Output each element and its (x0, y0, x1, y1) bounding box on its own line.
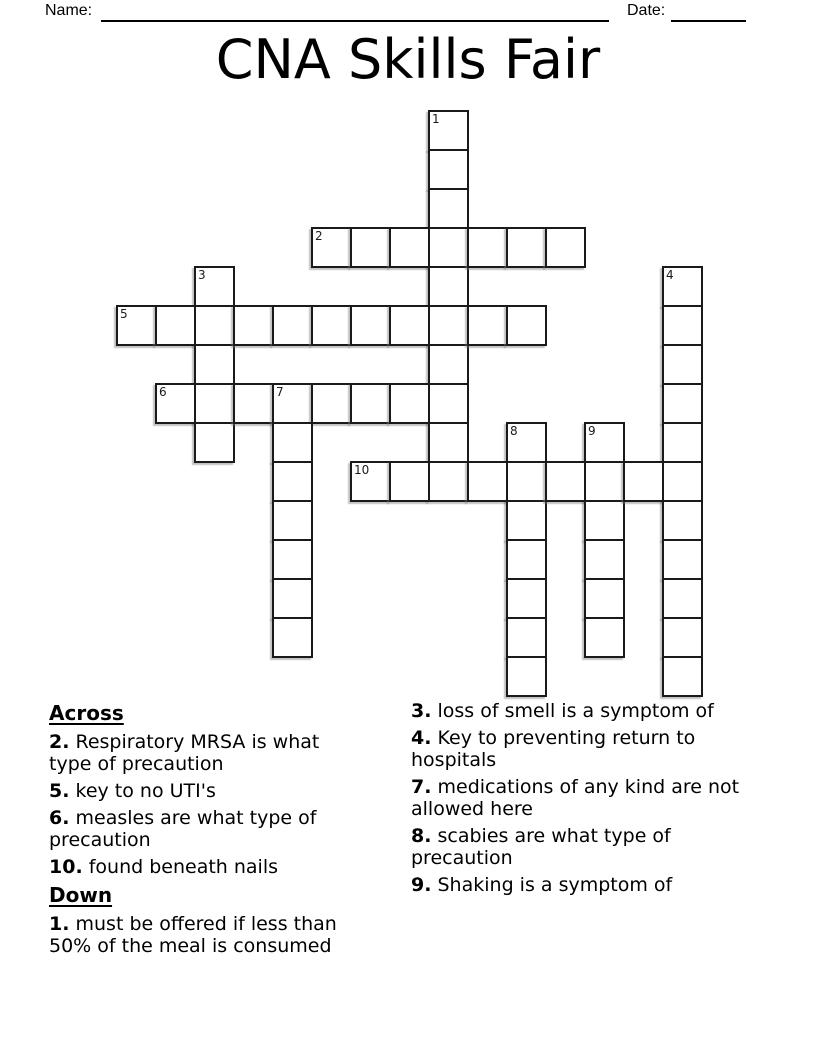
grid-cell[interactable] (506, 461, 547, 502)
grid-cell[interactable] (506, 617, 547, 658)
clue-text: measles are what type of precaution (49, 807, 317, 851)
grid-cell[interactable] (506, 305, 547, 346)
grid-cell[interactable] (194, 344, 235, 385)
clue (411, 700, 745, 722)
clue-number: 1. (49, 913, 70, 935)
grid-cell[interactable] (194, 266, 235, 307)
grid-cell[interactable] (428, 422, 469, 463)
clue (49, 731, 365, 775)
name-label: Name: (45, 2, 93, 19)
grid-cell[interactable] (350, 383, 391, 424)
clue-text: loss of smell is a symptom of (437, 700, 714, 722)
clue-number: 10. (49, 856, 83, 878)
clue (411, 874, 745, 896)
date-label: Date: (627, 2, 666, 19)
clue (49, 780, 365, 802)
grid-cell[interactable] (194, 305, 235, 346)
grid-cell[interactable] (428, 110, 469, 151)
cell-number: 8 (510, 424, 518, 438)
grid-cell[interactable] (233, 305, 274, 346)
grid-cell[interactable] (428, 266, 469, 307)
clue-text: must be offered if less than 50% of the meal is consumed (49, 913, 337, 957)
grid-cell[interactable] (662, 344, 703, 385)
grid-cell[interactable] (389, 383, 430, 424)
grid-cell[interactable] (584, 539, 625, 580)
grid-cell[interactable] (467, 461, 508, 502)
clue-text: key to no UTI's (75, 780, 216, 802)
cell-number: 10 (354, 463, 370, 477)
grid-cell[interactable] (272, 383, 313, 424)
grid-cell[interactable] (116, 305, 157, 346)
grid-cell[interactable] (389, 305, 430, 346)
grid-cell[interactable] (428, 149, 469, 190)
clue-section-heading: Across (49, 701, 124, 725)
grid-cell[interactable] (272, 305, 313, 346)
grid-cell[interactable] (584, 500, 625, 541)
grid-cell[interactable] (584, 617, 625, 658)
clue-number: 3. (411, 700, 432, 722)
clue-text: Shaking is a symptom of (437, 874, 673, 896)
cell-number: 2 (315, 229, 323, 243)
grid-cell[interactable] (428, 227, 469, 268)
grid-cell[interactable] (428, 188, 469, 229)
clue-number: 6. (49, 807, 70, 829)
grid-cell[interactable] (389, 461, 430, 502)
clue-number: 4. (411, 727, 432, 749)
clue-number: 2. (49, 731, 70, 753)
clue (411, 727, 745, 771)
grid-cell[interactable] (467, 227, 508, 268)
page-title: CNA Skills Fair (215, 28, 601, 91)
grid-cell[interactable] (428, 461, 469, 502)
clue-number: 9. (411, 874, 432, 896)
grid-cell[interactable] (467, 305, 508, 346)
cell-number: 4 (666, 268, 674, 282)
grid-cell[interactable] (311, 305, 352, 346)
clue-column-0 (49, 700, 365, 962)
cell-number: 5 (120, 307, 128, 321)
grid-cell[interactable] (272, 461, 313, 502)
clue (411, 776, 745, 820)
grid-cell[interactable] (155, 383, 196, 424)
grid-cell[interactable] (506, 578, 547, 619)
grid-cell[interactable] (350, 305, 391, 346)
grid-cell[interactable] (311, 227, 352, 268)
grid-cell[interactable] (506, 539, 547, 580)
clue-text: medications of any kind are not allowed here (411, 776, 740, 820)
grid-cell[interactable] (272, 500, 313, 541)
grid-cell[interactable] (662, 422, 703, 463)
clue-text: Respiratory MRSA is what type of precaution (49, 731, 320, 775)
grid-cell[interactable] (272, 578, 313, 619)
date-write-line[interactable] (671, 1, 746, 22)
cell-number: 1 (432, 112, 440, 126)
clue-number: 5. (49, 780, 70, 802)
grid-cell[interactable] (662, 383, 703, 424)
crossword-grid (116, 110, 704, 698)
cell-number: 7 (276, 385, 284, 399)
clue (49, 913, 365, 957)
grid-cell[interactable] (350, 227, 391, 268)
clue-text: scabies are what type of precaution (411, 825, 671, 869)
grid-cell[interactable] (272, 539, 313, 580)
grid-cell[interactable] (623, 461, 664, 502)
grid-cell[interactable] (506, 422, 547, 463)
grid-cell[interactable] (662, 656, 703, 697)
grid-cell[interactable] (506, 227, 547, 268)
grid-cell[interactable] (428, 344, 469, 385)
grid-cell[interactable] (194, 422, 235, 463)
cell-number: 3 (198, 268, 206, 282)
grid-cell[interactable] (584, 422, 625, 463)
grid-cell[interactable] (506, 500, 547, 541)
grid-cell[interactable] (428, 305, 469, 346)
grid-cell[interactable] (662, 617, 703, 658)
cell-number: 6 (159, 385, 167, 399)
cell-number: 9 (588, 424, 596, 438)
grid-cell[interactable] (194, 383, 235, 424)
grid-cell[interactable] (662, 539, 703, 580)
grid-cell[interactable] (272, 422, 313, 463)
name-write-line[interactable] (101, 1, 609, 22)
grid-cell[interactable] (662, 266, 703, 307)
grid-cell[interactable] (428, 383, 469, 424)
grid-cell[interactable] (584, 461, 625, 502)
clue-text: found beneath nails (88, 856, 279, 878)
clue-section-heading: Down (49, 883, 113, 907)
grid-cell[interactable] (311, 383, 352, 424)
clue-number: 8. (411, 825, 432, 847)
clue (49, 807, 365, 851)
clue (411, 825, 745, 869)
clue (49, 856, 365, 878)
grid-cell[interactable] (584, 578, 625, 619)
grid-cell[interactable] (662, 305, 703, 346)
grid-cell[interactable] (545, 461, 586, 502)
grid-cell[interactable] (545, 227, 586, 268)
grid-cell[interactable] (662, 578, 703, 619)
grid-cell[interactable] (272, 617, 313, 658)
grid-cell[interactable] (506, 656, 547, 697)
clue-text: Key to preventing return to hospitals (411, 727, 696, 771)
grid-cell[interactable] (155, 305, 196, 346)
grid-cell[interactable] (662, 461, 703, 502)
grid-cell[interactable] (389, 227, 430, 268)
clue-number: 7. (411, 776, 432, 798)
grid-cell[interactable] (662, 500, 703, 541)
grid-cell[interactable] (350, 461, 391, 502)
clue-column-1 (411, 700, 745, 901)
grid-cell[interactable] (233, 383, 274, 424)
